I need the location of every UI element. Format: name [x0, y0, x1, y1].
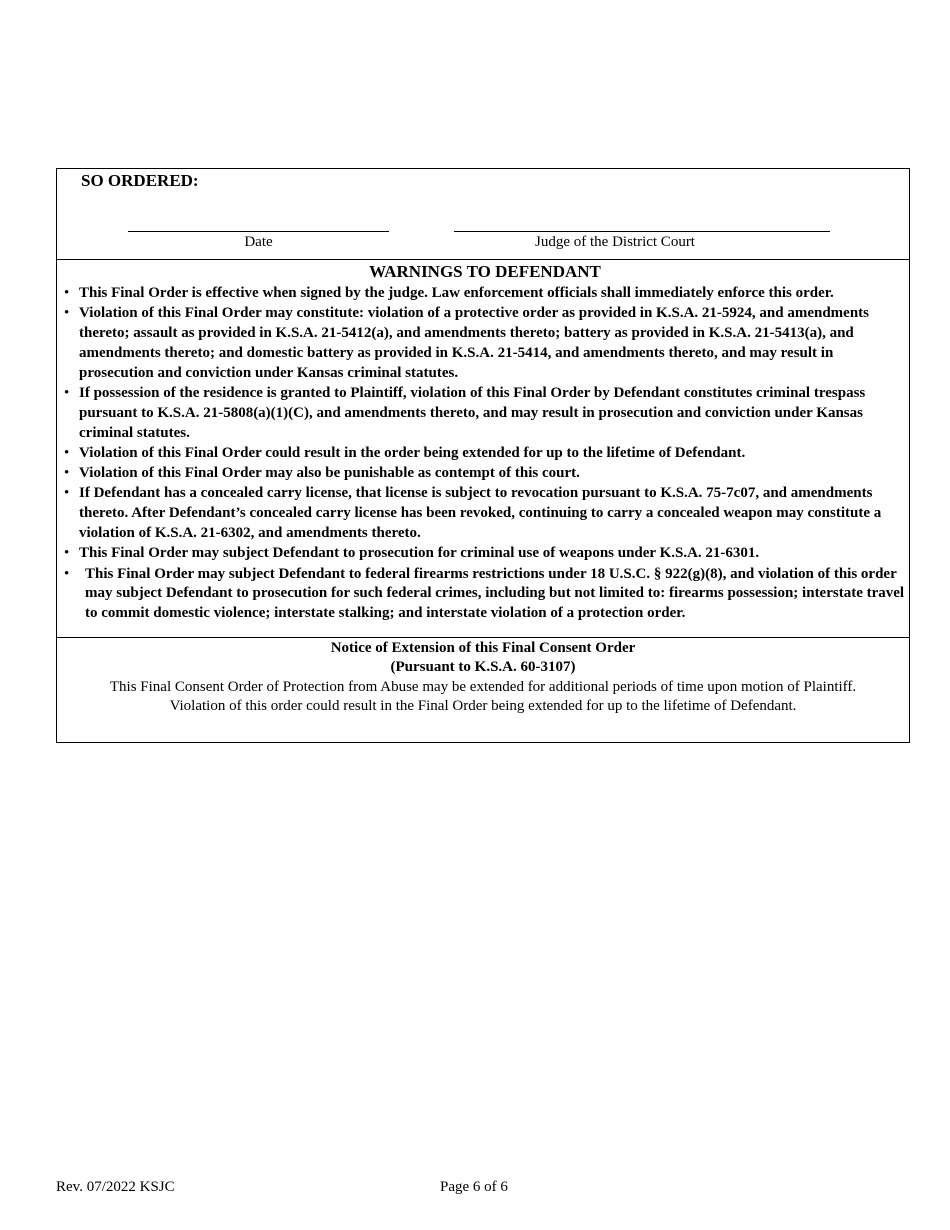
bullet-icon: • [64, 305, 70, 322]
warning-item [63, 444, 907, 464]
revision-footer: Rev. 07/2022 KSJC [56, 1179, 175, 1195]
warning-item [63, 484, 907, 543]
page-number-footer: Page 6 of 6 [440, 1179, 508, 1195]
bullet-icon: • [64, 285, 70, 301]
warnings-title: WARNINGS TO DEFENDANT [369, 262, 601, 281]
warning-item [63, 565, 907, 624]
bullet-icon: • [64, 444, 70, 461]
warning-text: Violation of this Final Order may also be punishable as contempt of this court. [79, 465, 580, 482]
warning-item [63, 544, 907, 564]
warning-text: This Final Order is effective when signed by the judge. Law enforcement officials shall immediately enforce this order. [79, 285, 834, 301]
warning-text: If possession of the residence is granted to Plaintiff, violation of this Final Order by Defendant constitutes criminal trespass pursuant to K.S.A. 21-5808(a)(1)(C), and amendments thereto, and may result in prosecution and conviction under Kansas criminal statutes. [79, 384, 866, 441]
so-ordered-section [57, 169, 909, 260]
warning-item [63, 304, 907, 383]
bullet-icon: • [64, 465, 70, 482]
warning-text: This Final Order may subject Defendant to federal firearms restrictions under 18 U.S.C. § 922(g)(8), and violation of this order may subject Defendant to prosecution for such federal crimes, including but not limited to: firearms possession; interstate travel to commit domestic violence; interstate stalking; and interstate violation of a protection order. [85, 565, 905, 622]
warning-item [63, 284, 907, 304]
bullet-icon: • [64, 384, 70, 401]
notice-title: Notice of Extension of this Final Consent Order [330, 639, 636, 656]
warning-text: This Final Order may subject Defendant to prosecution for criminal use of weapons under K.S.A. 21-6301. [79, 545, 760, 562]
warning-text: Violation of this Final Order could result in the order being extended for up to the lifetime of Defendant. [79, 444, 746, 461]
warning-text: If Defendant has a concealed carry license, that license is subject to revocation pursuant to K.S.A. 75-7c07, and amendments thereto. After Defendant’s concealed carry license has been revoked, continuing to carry a concealed weapon may constitute a violation of K.S.A. 21-6302, and amendments thereto. [79, 485, 882, 542]
warnings-section [57, 260, 909, 638]
date-signature-line [128, 231, 389, 232]
bullet-icon: • [64, 485, 70, 502]
bullet-icon: • [64, 565, 70, 582]
notice-body-line: This Final Consent Order of Protection from Abuse may be extended for additional periods of time upon motion of Plaintiff. [109, 678, 857, 695]
warning-text: Violation of this Final Order may constitute: violation of a protective order as provided in K.S.A. 21-5924, and amendments thereto; assault as provided in K.S.A. 21-5412(a), and amendments thereto; battery as provided in K.S.A. 21-5413(a), and amendments thereto; and domestic battery as provided in K.S.A. 21-5414, and amendments thereto, and may result in prosecution and conviction under Kansas criminal statutes. [79, 305, 869, 381]
judge-signature-line [454, 231, 830, 232]
date-label: Date [244, 234, 273, 250]
warnings-list [63, 284, 907, 624]
notice-section [57, 638, 909, 742]
warning-item [63, 464, 907, 484]
warning-item [63, 384, 907, 443]
judge-label: Judge of the District Court [535, 234, 695, 250]
order-form-box [56, 168, 910, 743]
so-ordered-title: SO ORDERED: [81, 171, 199, 190]
notice-body-line: Violation of this order could result in the Final Order being extended for up to the lifetime of Defendant. [169, 698, 797, 715]
bullet-icon: • [64, 545, 70, 562]
notice-subtitle: (Pursuant to K.S.A. 60-3107) [390, 659, 576, 676]
